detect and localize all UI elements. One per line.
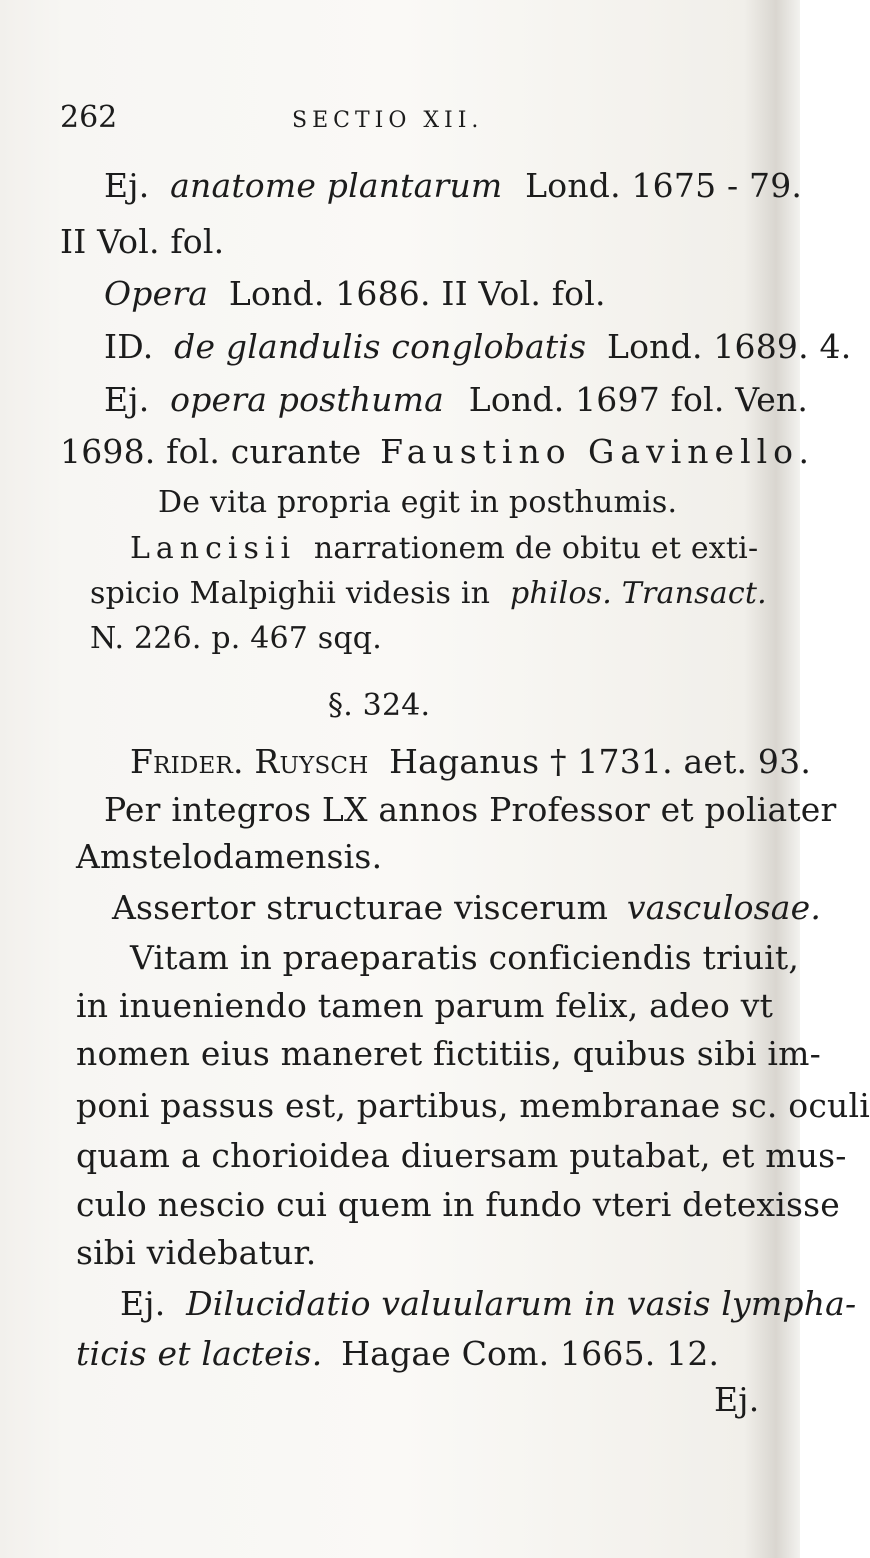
work-title: opera posthuma bbox=[170, 380, 445, 419]
work-title: vasculosae. bbox=[626, 888, 822, 927]
text-span: Haganus † 1731. aet. 93. bbox=[389, 742, 812, 781]
text-line bbox=[130, 531, 758, 566]
text-line bbox=[76, 1034, 821, 1073]
work-title: anatome plantarum bbox=[170, 166, 503, 205]
text-line bbox=[104, 327, 851, 366]
work-title: ticis et lacteis. bbox=[76, 1334, 323, 1373]
section-heading bbox=[328, 688, 430, 723]
text-line bbox=[90, 576, 767, 611]
text-span: Assertor structurae viscerum bbox=[112, 888, 609, 927]
text-span: De vita propria egit in posthumis. bbox=[158, 485, 678, 520]
text-line bbox=[90, 621, 382, 656]
text-span: 1698. fol. curante bbox=[60, 432, 362, 471]
text-span: Ej. bbox=[104, 166, 150, 205]
text-span: sibi videbatur. bbox=[76, 1233, 317, 1272]
text-line bbox=[104, 790, 837, 829]
imprint: Lond. 1686. II Vol. fol. bbox=[228, 274, 606, 313]
text-span: nomen eius maneret fictitiis, quibus sibi im- bbox=[76, 1034, 821, 1073]
text-line bbox=[112, 888, 821, 927]
catchword bbox=[714, 1380, 759, 1419]
text-line bbox=[60, 432, 815, 471]
text-line bbox=[60, 222, 224, 261]
person-name: Frider. Ruysch bbox=[130, 742, 369, 781]
text-line bbox=[76, 1233, 316, 1272]
text-line bbox=[130, 938, 799, 977]
text-span: N. 226. p. 467 sqq. bbox=[90, 621, 382, 656]
work-title: Dilucidatio valuularum in vasis lympha- bbox=[186, 1284, 857, 1323]
imprint: Hagae Com. 1665. 12. bbox=[341, 1334, 720, 1373]
text-line bbox=[76, 1185, 840, 1224]
text-line bbox=[130, 742, 811, 781]
imprint: Lond. 1697 fol. Ven. bbox=[468, 380, 809, 419]
running-head: SECTIO XII. bbox=[292, 108, 484, 133]
imprint: Lond. 1689. 4. bbox=[607, 327, 852, 366]
text-line bbox=[104, 380, 808, 419]
text-line bbox=[104, 274, 606, 313]
text-line bbox=[104, 166, 802, 205]
section-number: §. 324. bbox=[328, 688, 431, 723]
text-line bbox=[120, 1284, 856, 1323]
text-line bbox=[76, 986, 773, 1025]
catchword-text: Ej. bbox=[714, 1380, 760, 1419]
text-line bbox=[76, 1334, 719, 1373]
work-title: de glandulis conglobatis bbox=[174, 327, 587, 366]
text-span: Ej. bbox=[104, 380, 150, 419]
text-span: quam a chorioidea diuersam putabat, et mus- bbox=[76, 1136, 847, 1175]
text-line bbox=[158, 485, 677, 520]
text-span: spicio Malpighii videsis in bbox=[90, 576, 491, 611]
person-name: Lancisii bbox=[130, 531, 297, 566]
work-title: Opera bbox=[104, 274, 209, 313]
text-span: Per integros LX annos Professor et poliater bbox=[104, 790, 837, 829]
text-span: II Vol. fol. bbox=[60, 222, 225, 261]
text-span: in inueniendo tamen parum felix, adeo vt bbox=[76, 986, 774, 1025]
text-span: ID. bbox=[104, 327, 154, 366]
text-span: poni passus est, partibus, membranae sc. oculi bbox=[76, 1086, 870, 1125]
person-name: Faustino Gavinello. bbox=[380, 432, 815, 471]
text-span: Vitam in praeparatis conficiendis triuit, bbox=[130, 938, 800, 977]
page-number: 262 bbox=[60, 100, 118, 135]
text-line bbox=[76, 1136, 847, 1175]
work-title: philos. Transact. bbox=[509, 576, 767, 611]
text-span: narrationem de obitu et exti- bbox=[313, 531, 759, 566]
text-line bbox=[76, 1086, 870, 1125]
text-span: Ej. bbox=[120, 1284, 166, 1323]
text-span: Amstelodamensis. bbox=[76, 837, 383, 876]
imprint: Lond. 1675 - 79. bbox=[525, 166, 803, 205]
text-line bbox=[76, 837, 382, 876]
text-span: culo nescio cui quem in fundo vteri detexisse bbox=[76, 1185, 840, 1224]
